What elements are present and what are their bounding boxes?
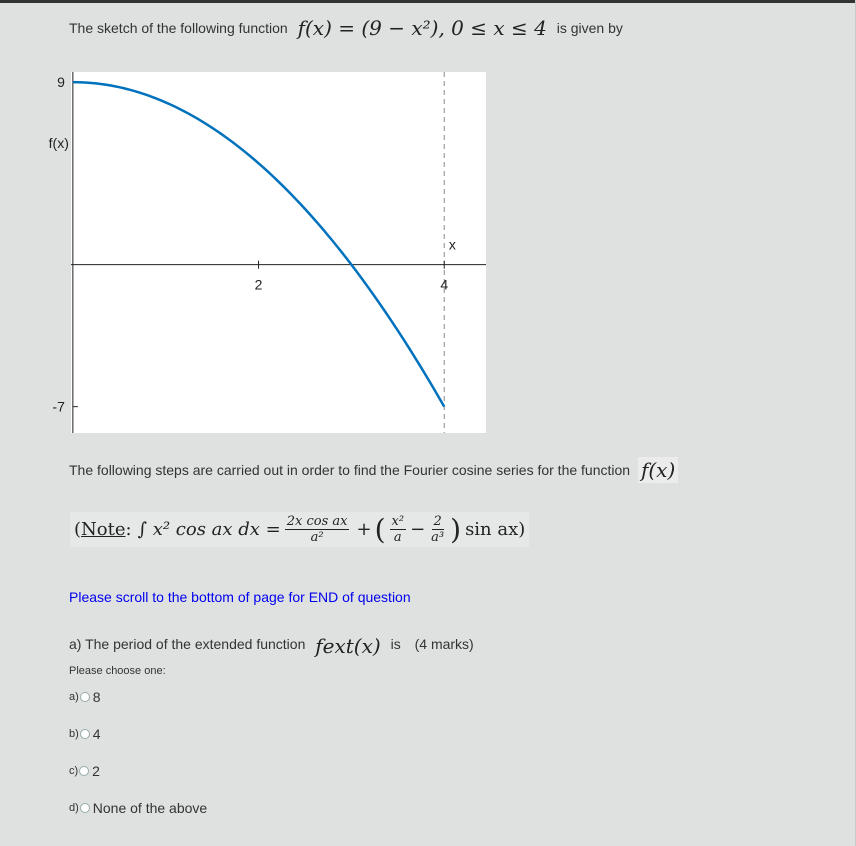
- integral-note: [70, 512, 529, 547]
- option-d-text: None of the above: [92, 800, 208, 816]
- fraction-1-denominator: a²: [310, 530, 324, 545]
- option-c[interactable]: [69, 763, 100, 779]
- y-axis-label: f(x): [48, 134, 69, 151]
- right-paren-icon: ): [450, 512, 462, 546]
- note-integral: ∫ x² cos ax dx =: [137, 519, 281, 540]
- extended-function-formula: fext(x): [315, 634, 381, 658]
- plot-svg: [48, 72, 486, 433]
- left-paren-icon: (: [374, 512, 386, 546]
- intro-sentence: [69, 16, 623, 40]
- option-a-text: 8: [92, 689, 101, 705]
- scroll-notice: Please scroll to the bottom of page for END of question: [69, 589, 411, 605]
- note-fraction-1: [285, 514, 350, 545]
- steps-text: The following steps are carried out in order to find the Fourier cosine series for the function: [69, 462, 631, 478]
- fraction-3-denominator: a³: [431, 530, 445, 545]
- question-a: [69, 634, 474, 658]
- note-open-paren: (: [74, 519, 82, 540]
- option-c-radio[interactable]: [79, 766, 89, 776]
- question-a-marks: (4 marks): [414, 636, 474, 652]
- note-minus: −: [410, 519, 426, 540]
- steps-sentence: [69, 458, 678, 482]
- question-a-suffix: is: [390, 636, 401, 652]
- option-a-letter: a): [69, 691, 79, 703]
- note-colon: :: [125, 519, 132, 540]
- option-d-radio[interactable]: [80, 803, 90, 813]
- note-label: Note: [81, 519, 126, 540]
- note-fraction-2: [390, 514, 407, 545]
- option-c-letter: c): [69, 765, 79, 777]
- y-tick-label--7: -7: [52, 398, 65, 415]
- intro-suffix: is given by: [556, 20, 623, 36]
- intro-prefix: The sketch of the following function: [69, 20, 288, 36]
- steps-formula: f(x): [638, 457, 678, 483]
- series-curve-0: [73, 82, 444, 406]
- x-tick-label-2: 2: [254, 276, 263, 293]
- option-d[interactable]: [69, 800, 207, 816]
- function-plot: [48, 72, 486, 433]
- choose-prompt: Please choose one:: [69, 665, 166, 677]
- function-formula: f(x) = (9 − x²), 0 ≤ x ≤ 4: [297, 16, 547, 40]
- option-a-radio[interactable]: [80, 692, 90, 702]
- option-d-letter: d): [69, 802, 79, 814]
- option-b-text: 4: [92, 726, 101, 742]
- option-b[interactable]: [69, 726, 101, 742]
- option-a[interactable]: [69, 689, 101, 705]
- note-plus: +: [356, 519, 372, 540]
- fraction-2-numerator: x²: [391, 514, 405, 529]
- y-tick-label-9: 9: [57, 74, 65, 91]
- top-border: [0, 0, 856, 3]
- option-b-radio[interactable]: [80, 729, 90, 739]
- x-tick-label-4: 4: [440, 276, 449, 293]
- fraction-3-numerator: 2: [433, 514, 442, 529]
- note-tail: sin ax): [465, 519, 526, 540]
- note-fraction-3: [429, 514, 446, 545]
- option-b-letter: b): [69, 728, 79, 740]
- x-axis-label: x: [448, 236, 456, 253]
- fraction-1-numerator: 2x cos ax: [286, 514, 348, 529]
- option-c-text: 2: [92, 763, 100, 779]
- fraction-2-denominator: a: [393, 530, 402, 545]
- question-a-prefix: a) The period of the extended function: [69, 636, 306, 652]
